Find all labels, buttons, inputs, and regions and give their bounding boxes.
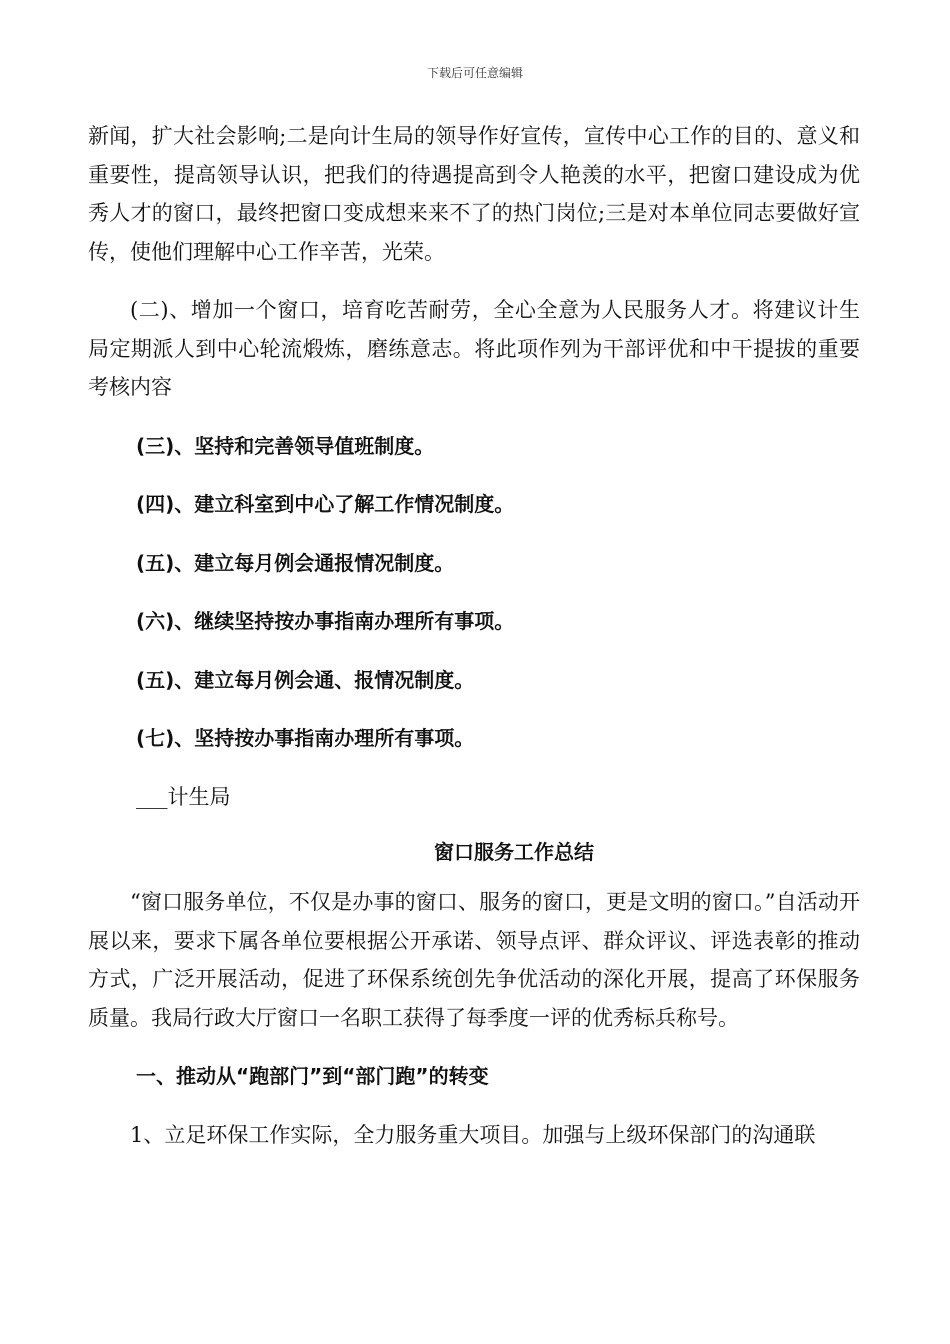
list-item: (四)、建立科室到中心了解工作情况制度。 xyxy=(136,492,515,516)
document-body xyxy=(88,117,860,1154)
paragraph-add-window: (二)、增加一个窗口，培育吃苦耐劳，全心全意为人民服务人才。将建议计生局定期派人到中心轮流煅炼，磨练意志。将此项作列为干部评优和中干提拔的重要考核内容 xyxy=(88,298,860,399)
signature: ___计生局 xyxy=(136,784,231,809)
section-heading: 一、推动从“跑部门”到“部门跑”的转变 xyxy=(136,1064,489,1088)
paragraph-point-1: 1、立足环保工作实际，全力服务重大项目。加强与上级环保部门的沟通联 xyxy=(130,1122,816,1147)
page-header: 下载后可任意编辑 xyxy=(426,66,523,80)
list-item: (五)、建立每月例会通报情况制度。 xyxy=(136,550,455,575)
paragraph-publicity: 新闻，扩大社会影响;二是向计生局的领导作好宣传，宣传中心工作的目的、意义和重要性，提高领导认识，把我们的待遇提高到令人艳羡的水平，把窗口建设成为优秀人才的窗口，最终把窗口变成想来来不了的热门岗位;三是对本单位同志要做好宣传，使他们理解中心工作辛苦，光荣。 xyxy=(88,124,860,264)
list-item: (六)、继续坚持按办事指南办理所有事项。 xyxy=(136,609,515,633)
list-item: (七)、坚持按办事指南办理所有事项。 xyxy=(136,726,475,750)
list-item: (五)、建立每月例会通、报情况制度。 xyxy=(136,667,475,692)
paragraph-intro: “窗口服务单位，不仅是办事的窗口、服务的窗口，更是文明的窗口。”自活动开展以来，要求下属各单位要根据公开承诺、领导点评、群众评议、评选表彰的推动方式，广泛开展活动，促进了环保系统创先争优活动的深化开展，提高了环保服务质量。我局行政大厅窗口一名职工获得了每季度一评的优秀标兵称号。 xyxy=(88,890,860,1030)
list-item: (三)、坚持和完善领导值班制度。 xyxy=(136,433,435,458)
section-title: 窗口服务工作总结 xyxy=(434,840,594,864)
